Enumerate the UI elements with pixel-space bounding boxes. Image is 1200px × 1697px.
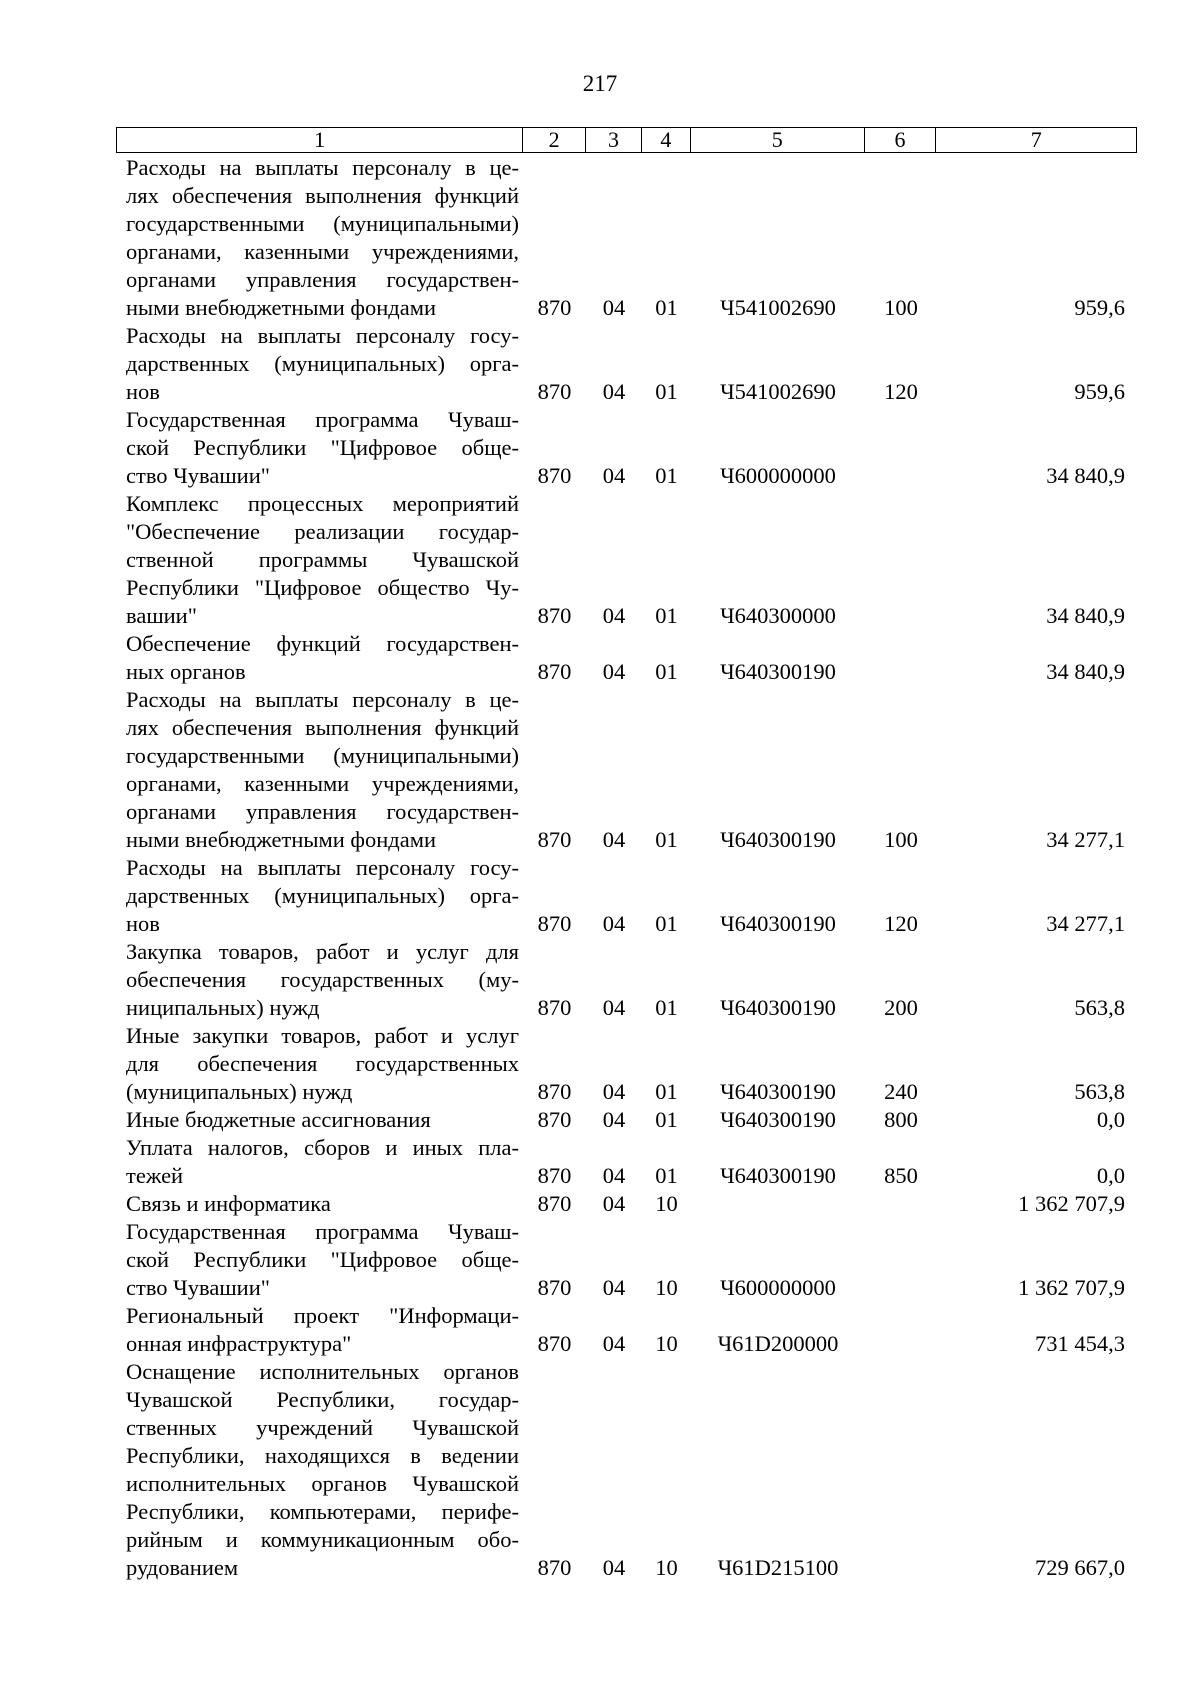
- table-row: [116, 1302, 1137, 1358]
- row-section: 04: [602, 603, 626, 628]
- row-name-line: Государственная программа Чуваш-: [126, 1219, 519, 1244]
- row-name-line: Региональный проект "Информаци-: [126, 1303, 519, 1328]
- row-name: [116, 1302, 523, 1358]
- row-section: 04: [602, 1107, 626, 1132]
- row-subsection: 01: [655, 603, 678, 628]
- row-chapter: 870: [537, 379, 572, 404]
- row-subsection: 01: [655, 379, 678, 404]
- row-name: [116, 1022, 523, 1106]
- table-row: [116, 1218, 1137, 1302]
- row-section: 04: [602, 1163, 626, 1188]
- row-section: 04: [602, 1555, 626, 1580]
- page-number: 217: [582, 71, 618, 96]
- row-section: 04: [602, 827, 626, 852]
- row-target-code: Ч640300190: [720, 827, 836, 852]
- row-name: [116, 490, 523, 630]
- row-chapter: 870: [537, 295, 572, 320]
- row-name-line: органами управления государствен-: [126, 799, 519, 824]
- row-section: 04: [602, 1275, 626, 1300]
- table-row: [116, 686, 1137, 854]
- row-target-code: Ч640300190: [720, 1079, 836, 1104]
- row-name-line: ской Республики "Цифровое обще-: [126, 1247, 519, 1272]
- row-amount: 0,0: [1096, 1107, 1125, 1132]
- row-name-line: Иные закупки товаров, работ и услуг: [126, 1023, 519, 1048]
- row-chapter: 870: [537, 1331, 572, 1356]
- row-name-line: лях обеспечения выполнения функций: [126, 715, 519, 740]
- row-chapter: 870: [537, 827, 572, 852]
- table-row: [116, 1134, 1137, 1190]
- row-chapter: 870: [537, 1079, 572, 1104]
- row-name-line: Государственная программа Чуваш-: [126, 407, 519, 432]
- row-subsection: 10: [655, 1331, 678, 1356]
- row-subsection: 01: [655, 995, 678, 1020]
- row-section: 04: [602, 1191, 626, 1216]
- row-subsection: 01: [655, 911, 678, 936]
- row-amount: 34 840,9: [1046, 603, 1125, 628]
- row-amount: 1 362 707,9: [1018, 1191, 1125, 1216]
- table-row: [116, 490, 1137, 630]
- header-col-7: 7: [1030, 127, 1042, 152]
- row-name-line: нов: [126, 379, 160, 404]
- row-amount: 0,0: [1096, 1163, 1125, 1188]
- row-subsection: 01: [655, 463, 678, 488]
- row-name-line: тежей: [126, 1163, 184, 1188]
- row-name-line: органами управления государствен-: [126, 267, 519, 292]
- row-name: [116, 1358, 523, 1582]
- row-target-code: Ч541002690: [720, 295, 836, 320]
- row-target-code: Ч640300190: [720, 911, 836, 936]
- row-name-line: Обеспечение функций государствен-: [126, 631, 519, 656]
- row-subsection: 01: [655, 1079, 678, 1104]
- row-name: [116, 1190, 523, 1218]
- row-name-line: Уплата налогов, сборов и иных пла-: [126, 1135, 519, 1160]
- row-name-line: ственной программы Чувашской: [126, 547, 519, 572]
- row-name-line: обеспечения государственных (му-: [126, 967, 519, 992]
- header-col-6: 6: [865, 128, 937, 152]
- row-target-code: Ч600000000: [720, 1275, 836, 1300]
- row-amount: 729 667,0: [1035, 1555, 1125, 1580]
- row-subsection: 10: [655, 1191, 678, 1216]
- row-name-line: Расходы на выплаты персоналу госу-: [126, 855, 519, 880]
- row-target-code: Ч640300190: [720, 1107, 836, 1132]
- row-chapter: 870: [537, 1163, 572, 1188]
- row-name-line: вашии": [126, 603, 197, 628]
- row-chapter: 870: [537, 1107, 572, 1132]
- row-target-code: Ч640300190: [720, 659, 836, 684]
- row-name-line: Иные бюджетные ассигнования: [126, 1107, 431, 1132]
- row-name-line: Республики, компьютерами, перифе-: [126, 1499, 519, 1524]
- row-subsection: 01: [655, 1107, 678, 1132]
- row-chapter: 870: [537, 1275, 572, 1300]
- row-name: [116, 322, 523, 406]
- row-name-line: Республики, находящихся в ведении: [126, 1443, 519, 1468]
- row-name-line: ными внебюджетными фондами: [126, 827, 436, 852]
- header-col-3: 3: [586, 128, 642, 152]
- row-name-line: "Обеспечение реализации государ-: [126, 519, 519, 544]
- row-amount: 959,6: [1074, 379, 1125, 404]
- row-name-line: Расходы на выплаты персоналу в це-: [126, 687, 519, 712]
- row-name-line: Чувашской Республики, государ-: [126, 1387, 519, 1412]
- row-name-line: ниципальных) нужд: [126, 995, 320, 1020]
- row-amount: 731 454,3: [1035, 1331, 1125, 1356]
- row-expense-type: 200: [884, 995, 918, 1020]
- table-header: [116, 127, 1137, 153]
- header-col-5: 5: [691, 128, 865, 152]
- row-name-line: ской Республики "Цифровое обще-: [126, 435, 519, 460]
- row-amount: 1 362 707,9: [1018, 1275, 1125, 1300]
- row-target-code: Ч600000000: [720, 463, 836, 488]
- row-name-line: ственных учреждений Чувашской: [126, 1415, 519, 1440]
- row-subsection: 01: [655, 295, 678, 320]
- row-section: 04: [602, 295, 626, 320]
- row-target-code: Ч640300000: [720, 603, 836, 628]
- row-name-line: рудованием: [126, 1555, 239, 1580]
- row-name-line: ных органов: [126, 659, 246, 684]
- row-chapter: 870: [537, 911, 572, 936]
- row-subsection: 01: [655, 1163, 678, 1188]
- row-name-line: онная инфраструктура": [126, 1331, 352, 1356]
- row-name-line: Связь и информатика: [126, 1191, 331, 1216]
- row-amount: 34 277,1: [1046, 827, 1125, 852]
- table-row: [116, 154, 1137, 322]
- table-row: [116, 406, 1137, 490]
- row-section: 04: [602, 659, 626, 684]
- row-name-line: органами, казенными учреждениями,: [126, 239, 519, 264]
- row-subsection: 01: [655, 659, 678, 684]
- row-name-line: государственными (муниципальными): [126, 743, 519, 768]
- row-name-line: Комплекс процессных мероприятий: [126, 491, 519, 516]
- row-section: 04: [602, 1331, 626, 1356]
- row-name-line: Закупка товаров, работ и услуг для: [126, 939, 519, 964]
- table-row: [116, 1190, 1137, 1218]
- row-chapter: 870: [537, 1555, 572, 1580]
- row-expense-type: 120: [884, 911, 918, 936]
- row-amount: 563,8: [1074, 995, 1125, 1020]
- table-row: [116, 322, 1137, 406]
- row-subsection: 10: [655, 1555, 678, 1580]
- row-amount: 563,8: [1074, 1079, 1125, 1104]
- table-row: [116, 1106, 1137, 1134]
- row-name-line: ство Чувашии": [126, 463, 270, 488]
- row-expense-type: 120: [884, 379, 918, 404]
- row-name: [116, 406, 523, 490]
- row-subsection: 01: [655, 827, 678, 852]
- row-amount: 34 277,1: [1046, 911, 1125, 936]
- row-expense-type: 800: [884, 1107, 918, 1132]
- table-row: [116, 1358, 1137, 1582]
- row-expense-type: 240: [884, 1079, 918, 1104]
- row-name-line: Расходы на выплаты персоналу в це-: [126, 155, 519, 180]
- table-row: [116, 630, 1137, 686]
- row-name-line: Расходы на выплаты персоналу госу-: [126, 323, 519, 348]
- row-name: [116, 938, 523, 1022]
- row-name: [116, 854, 523, 938]
- row-amount: 959,6: [1074, 295, 1125, 320]
- row-target-code: Ч61D215100: [717, 1555, 839, 1580]
- row-name-line: исполнительных органов Чувашской: [126, 1471, 519, 1496]
- row-target-code: Ч640300190: [720, 1163, 836, 1188]
- row-name-line: лях обеспечения выполнения функций: [126, 183, 519, 208]
- row-name-line: ство Чувашии": [126, 1275, 270, 1300]
- row-section: 04: [602, 995, 626, 1020]
- row-section: 04: [602, 1079, 626, 1104]
- table-row: [116, 938, 1137, 1022]
- row-section: 04: [602, 463, 626, 488]
- row-name: [116, 686, 523, 854]
- row-name: [116, 1218, 523, 1302]
- row-name-line: дарственных (муниципальных) орга-: [126, 351, 519, 376]
- row-name: [116, 630, 523, 686]
- row-expense-type: 100: [884, 295, 918, 320]
- table-row: [116, 854, 1137, 938]
- row-amount: 34 840,9: [1046, 463, 1125, 488]
- row-target-code: Ч640300190: [720, 995, 836, 1020]
- row-chapter: 870: [537, 603, 572, 628]
- row-name: [116, 1134, 523, 1190]
- row-name-line: органами, казенными учреждениями,: [126, 771, 519, 796]
- row-name-line: для обеспечения государственных: [126, 1051, 519, 1076]
- row-subsection: 10: [655, 1275, 678, 1300]
- row-target-code: Ч541002690: [720, 379, 836, 404]
- row-expense-type: 100: [884, 827, 918, 852]
- row-amount: 34 840,9: [1046, 659, 1125, 684]
- row-name-line: нов: [126, 911, 160, 936]
- header-col-2: 2: [523, 128, 586, 152]
- table-body: [116, 154, 1137, 1582]
- row-chapter: 870: [537, 659, 572, 684]
- row-name: [116, 154, 523, 322]
- header-col-1: 1: [117, 128, 523, 152]
- row-name-line: государственными (муниципальными): [126, 211, 519, 236]
- table-row: [116, 1022, 1137, 1106]
- row-name-line: дарственных (муниципальных) орга-: [126, 883, 519, 908]
- row-expense-type: 850: [884, 1163, 918, 1188]
- row-name-line: Республики "Цифровое общество Чу-: [126, 575, 519, 600]
- row-chapter: 870: [537, 995, 572, 1020]
- row-chapter: 870: [537, 1191, 572, 1216]
- row-name-line: (муниципальных) нужд: [126, 1079, 353, 1104]
- row-name-line: ными внебюджетными фондами: [126, 295, 436, 320]
- header-col-4: 4: [642, 128, 691, 152]
- row-name-line: рийным и коммуникационным обо-: [126, 1527, 519, 1552]
- row-section: 04: [602, 911, 626, 936]
- row-name-line: Оснащение исполнительных органов: [126, 1359, 519, 1384]
- row-name: [116, 1106, 523, 1134]
- row-section: 04: [602, 379, 626, 404]
- row-target-code: Ч61D200000: [717, 1331, 839, 1356]
- row-chapter: 870: [537, 463, 572, 488]
